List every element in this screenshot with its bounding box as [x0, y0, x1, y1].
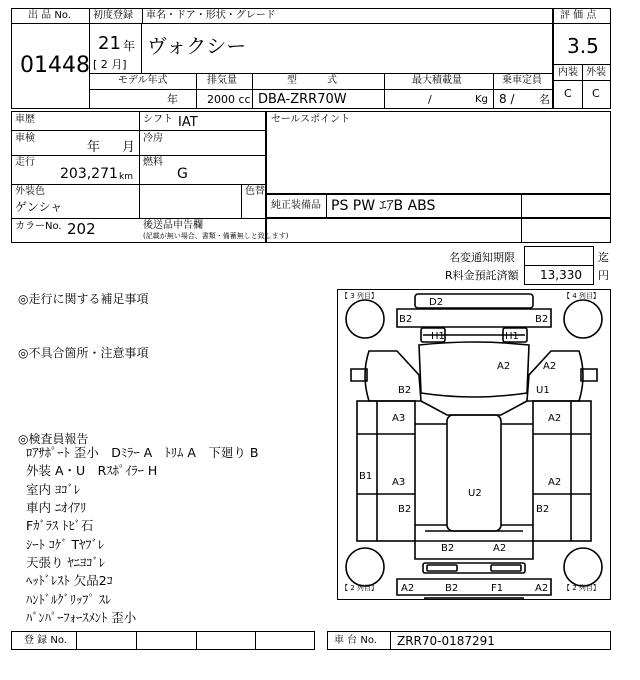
defects-heading: ◎不具合箇所・注意事項 [18, 346, 149, 360]
note-line: ﾍｯﾄﾞﾚｽﾄ 欠品2ｺ [26, 573, 113, 588]
fuel-value: G [177, 166, 188, 182]
recycle-unit: 円 [598, 269, 609, 282]
mileage-value: 203,271 [60, 166, 118, 182]
damage-mark: U2 [468, 488, 482, 499]
equipment-value: PS PW ｴｱB ABS [331, 198, 436, 214]
cert-cell [266, 218, 611, 243]
color-change-label: 色替 [245, 186, 265, 197]
damage-mark: B2 [398, 385, 412, 396]
damage-mark: B2 [445, 583, 459, 594]
lot-no: 01448 [20, 53, 90, 78]
chassis-no: ZRR70-0187291 [397, 634, 495, 648]
note-line: 外装 A・U Rｽﾎﾟｲﾗｰ H [26, 463, 158, 478]
inspector-heading: ◎検査員報告 [18, 432, 89, 446]
cert-note: (記載が無い場合、書類・備蓄無しと致します) [143, 232, 289, 240]
damage-mark: A2 [543, 361, 557, 372]
score-label: 評 価 点 [560, 10, 597, 21]
damage-mark: D2 [429, 297, 444, 308]
fuel-label: 燃料 [143, 157, 163, 168]
model-type: DBA-ZRR70W [258, 92, 347, 107]
damage-mark: H1 [431, 331, 445, 342]
history-label: 車歴 [15, 114, 35, 125]
first-reg-year: 21 [98, 33, 121, 54]
type-label: 型 式 [287, 75, 337, 86]
ext-color-label: 外装色 [15, 186, 45, 197]
note-line: 車内 ﾆｵｲｱﾘ [26, 500, 87, 515]
damage-mark: A3 [392, 413, 406, 424]
max-load-unit: Kg [475, 94, 488, 105]
inspection-label: 車検 [15, 133, 35, 144]
mileage-label: 走行 [15, 157, 35, 168]
damage-mark: A2 [535, 583, 549, 594]
recycle-label: R料金預託済額 [445, 269, 519, 282]
shift-value: IAT [178, 115, 198, 130]
interior-label: 内装 [558, 67, 578, 78]
damage-mark: A3 [392, 477, 406, 488]
cert-label: 後送品申告欄 [143, 220, 203, 231]
tire-front-right-icon [564, 300, 602, 338]
color-no-label: カラーNo. [15, 221, 62, 232]
recycle-value: 13,330 [540, 268, 582, 282]
max-load-sep: / [428, 93, 432, 106]
capacity: 8 / [499, 92, 515, 106]
color-no-value: 202 [67, 220, 96, 238]
car-name: ヴォクシー [147, 34, 247, 58]
displacement: 2000 cc [207, 93, 251, 106]
note-line: ﾊﾝﾄﾞﾙｸﾞﾘｯﾌﾟ ｽﾚ [26, 592, 112, 607]
corner-label-br: 【 2 列目】 [563, 584, 600, 592]
interior-grade: C [564, 87, 572, 100]
model-year-label: モデル年式 [118, 75, 168, 86]
chassis-label: 車 台 No. [334, 635, 377, 646]
damage-mark: A2 [548, 413, 562, 424]
equipment-label: 純正装備品 [271, 200, 321, 211]
first-reg-label: 初度登録 [93, 10, 133, 21]
model-year-unit: 年 [167, 93, 178, 106]
lot-no-label: 出 品 No. [28, 10, 71, 21]
corner-label-tr: 【 4 列目】 [563, 292, 600, 300]
exterior-grade: C [592, 87, 600, 100]
tire-rear-left-icon [346, 548, 384, 586]
corner-label-bl: 【 2 列目】 [341, 584, 378, 592]
first-reg-year-unit: 年 [123, 39, 136, 53]
damage-mark: B2 [535, 314, 549, 325]
notice-label: 名変通知期限 [449, 251, 515, 264]
note-line: ｼｰﾄ ｺｹﾞ Tﾔﾌﾞﾚ [26, 537, 105, 552]
damage-mark: A2 [401, 583, 415, 594]
notice-unit: 迄 [598, 251, 609, 264]
score: 3.5 [567, 34, 599, 58]
max-load-label: 最大積載量 [412, 75, 462, 86]
damage-mark: B2 [399, 314, 413, 325]
corner-label-tl: 【 3 列目】 [341, 292, 378, 300]
damage-mark: U1 [536, 385, 550, 396]
shift-label: シフト [143, 114, 173, 125]
first-reg-month: [ 2 月] [93, 58, 127, 71]
tire-rear-right-icon [564, 548, 602, 586]
ac-label: 冷房 [143, 133, 163, 144]
damage-mark: H1 [505, 331, 519, 342]
damage-mark: A2 [497, 361, 511, 372]
note-line: 室内 ﾖｺﾞﾚ [26, 482, 80, 497]
car-diagram [337, 289, 611, 600]
note-line: ﾊﾞﾝﾊﾟｰﾌｫｰｽﾒﾝﾄ 歪小 [26, 610, 137, 625]
ext-color-value: ゲンシャ [15, 200, 63, 214]
tire-front-left-icon [346, 300, 384, 338]
sales-point-label: セールスポイント [271, 114, 351, 125]
displacement-label: 排気量 [207, 75, 237, 86]
damage-mark: F1 [491, 583, 504, 594]
driving-notes-heading: ◎走行に関する補足事項 [18, 292, 149, 306]
mileage-unit: km [119, 172, 133, 182]
note-line: 天張り ﾔﾆﾖｺﾞﾚ [26, 555, 105, 570]
damage-mark: A2 [493, 543, 507, 554]
damage-mark: B2 [441, 543, 455, 554]
exterior-label: 外装 [586, 67, 606, 78]
inspection-year-unit: 年 [87, 140, 101, 155]
note-line: ﾛｱｻﾎﾟｰﾄ 歪小 Dﾐﾗｰ A ﾄﾘﾑ A 下廻り B [26, 445, 259, 460]
inspector-notes [26, 447, 326, 632]
damage-mark: B1 [359, 471, 373, 482]
inspection-month-unit: 月 [122, 140, 136, 155]
damage-mark: A2 [548, 477, 562, 488]
damage-mark: B2 [398, 504, 412, 515]
note-line: Fｶﾞﾗｽ ﾄﾋﾞ石 [26, 518, 94, 533]
car-name-label: 車名・ドア・形状・グレード [146, 10, 276, 21]
reg-no-label: 登 録 No. [24, 635, 67, 646]
capacity-label: 乗車定員 [502, 75, 542, 86]
notice-box [524, 246, 594, 266]
damage-mark: B2 [536, 504, 550, 515]
capacity-unit: 名 [539, 93, 550, 106]
